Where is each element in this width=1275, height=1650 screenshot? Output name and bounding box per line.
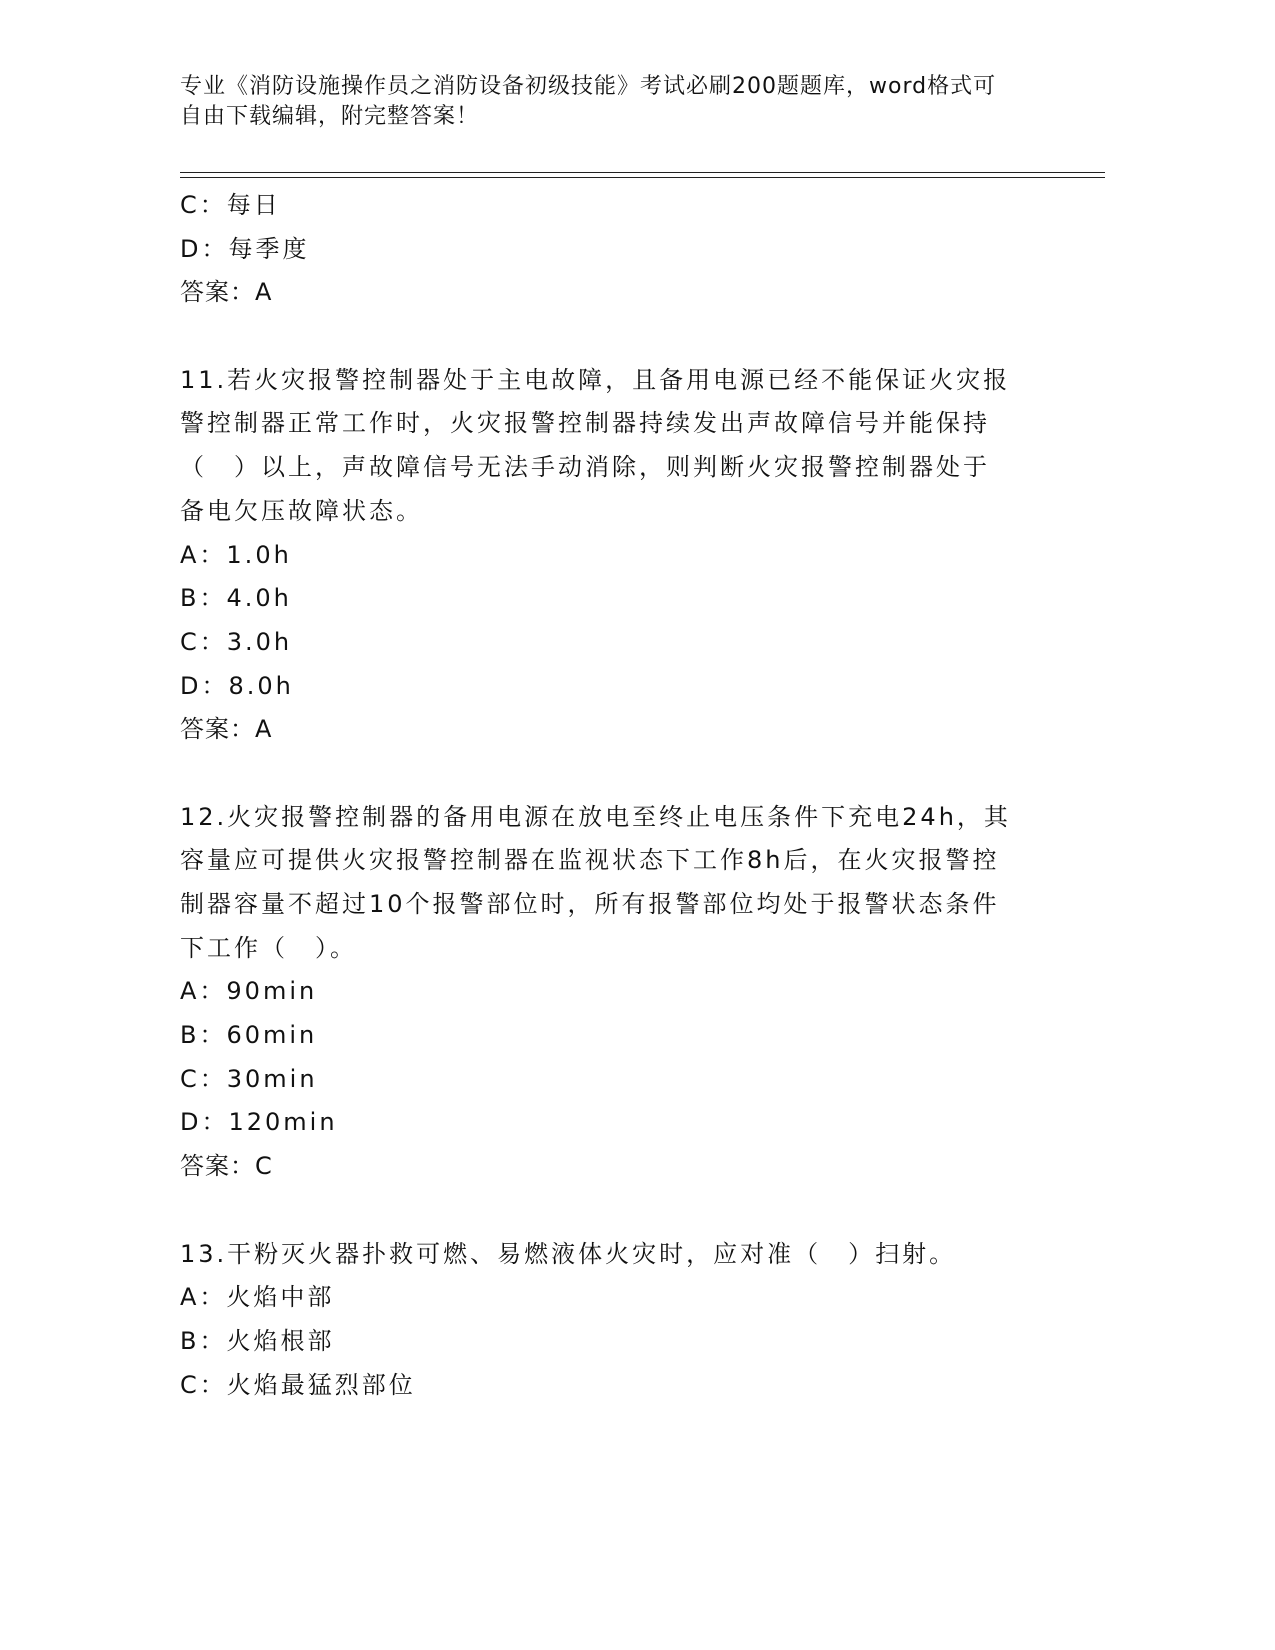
- question-13: [180, 1233, 1040, 1408]
- question-text: [180, 1233, 1040, 1277]
- question-text-line: （ ）以上，声故障信号无法手动消除，则判断火灾报警控制器处于: [180, 453, 990, 482]
- document-body: [180, 184, 1040, 1407]
- option-a: A：1.0h: [180, 540, 292, 569]
- question-12: [180, 796, 1040, 1189]
- document-header: [180, 72, 1040, 132]
- option-b: B：60min: [180, 1021, 318, 1050]
- option-d: D：8.0h: [180, 671, 294, 700]
- question-text: [180, 796, 1040, 971]
- question-text-line: 备电欠压故障状态。: [180, 496, 423, 525]
- question-text-line: 制器容量不超过10个报警部位时，所有报警部位均处于报警状态条件: [180, 890, 1000, 918]
- option-a: A：90min: [180, 977, 318, 1006]
- question-11: [180, 359, 1040, 752]
- question-text-line: 警控制器正常工作时，火灾报警控制器持续发出声故障信号并能保持: [180, 409, 990, 438]
- question-text-line: 下工作（ ）。: [180, 933, 357, 962]
- question-text-line: 11.若火灾报警控制器处于主电故障，且备用电源已经不能保证火灾报: [180, 365, 1011, 394]
- spacer: [180, 1189, 1040, 1233]
- header-line-1: 专业《消防设施操作员之消防设备初级技能》考试必刷200题题库，word格式可: [180, 74, 997, 99]
- option-c: C：每日: [180, 191, 281, 219]
- header-line-2: 自由下载编辑，附完整答案！: [180, 104, 480, 129]
- answer-line: 答案：A: [180, 715, 273, 744]
- option-d: D：120min: [180, 1108, 338, 1137]
- question-text-line: 13.干粉灭火器扑救可燃、易燃液体火灾时，应对准（ ）扫射。: [180, 1239, 957, 1268]
- header-divider: [180, 172, 1105, 178]
- spacer: [180, 315, 1040, 359]
- spacer: [180, 752, 1040, 796]
- question-text: [180, 359, 1040, 534]
- option-a: A：火焰中部: [180, 1283, 335, 1312]
- answer-line: 答案：A: [180, 278, 273, 307]
- option-c: C：3.0h: [180, 627, 293, 656]
- question-text-line: 容量应可提供火灾报警控制器在监视状态下工作8h后，在火灾报警控: [180, 846, 1000, 875]
- option-c: C：30min: [180, 1064, 318, 1093]
- question-text-line: 12.火灾报警控制器的备用电源在放电至终止电压条件下充电24h，其: [180, 802, 1011, 831]
- question-block-continued: [180, 184, 1040, 315]
- option-d: D：每季度: [180, 234, 310, 263]
- option-c: C：火焰最猛烈部位: [180, 1370, 416, 1399]
- answer-line: 答案：C: [180, 1152, 273, 1181]
- option-b: B：4.0h: [180, 584, 292, 613]
- option-b: B：火焰根部: [180, 1326, 335, 1355]
